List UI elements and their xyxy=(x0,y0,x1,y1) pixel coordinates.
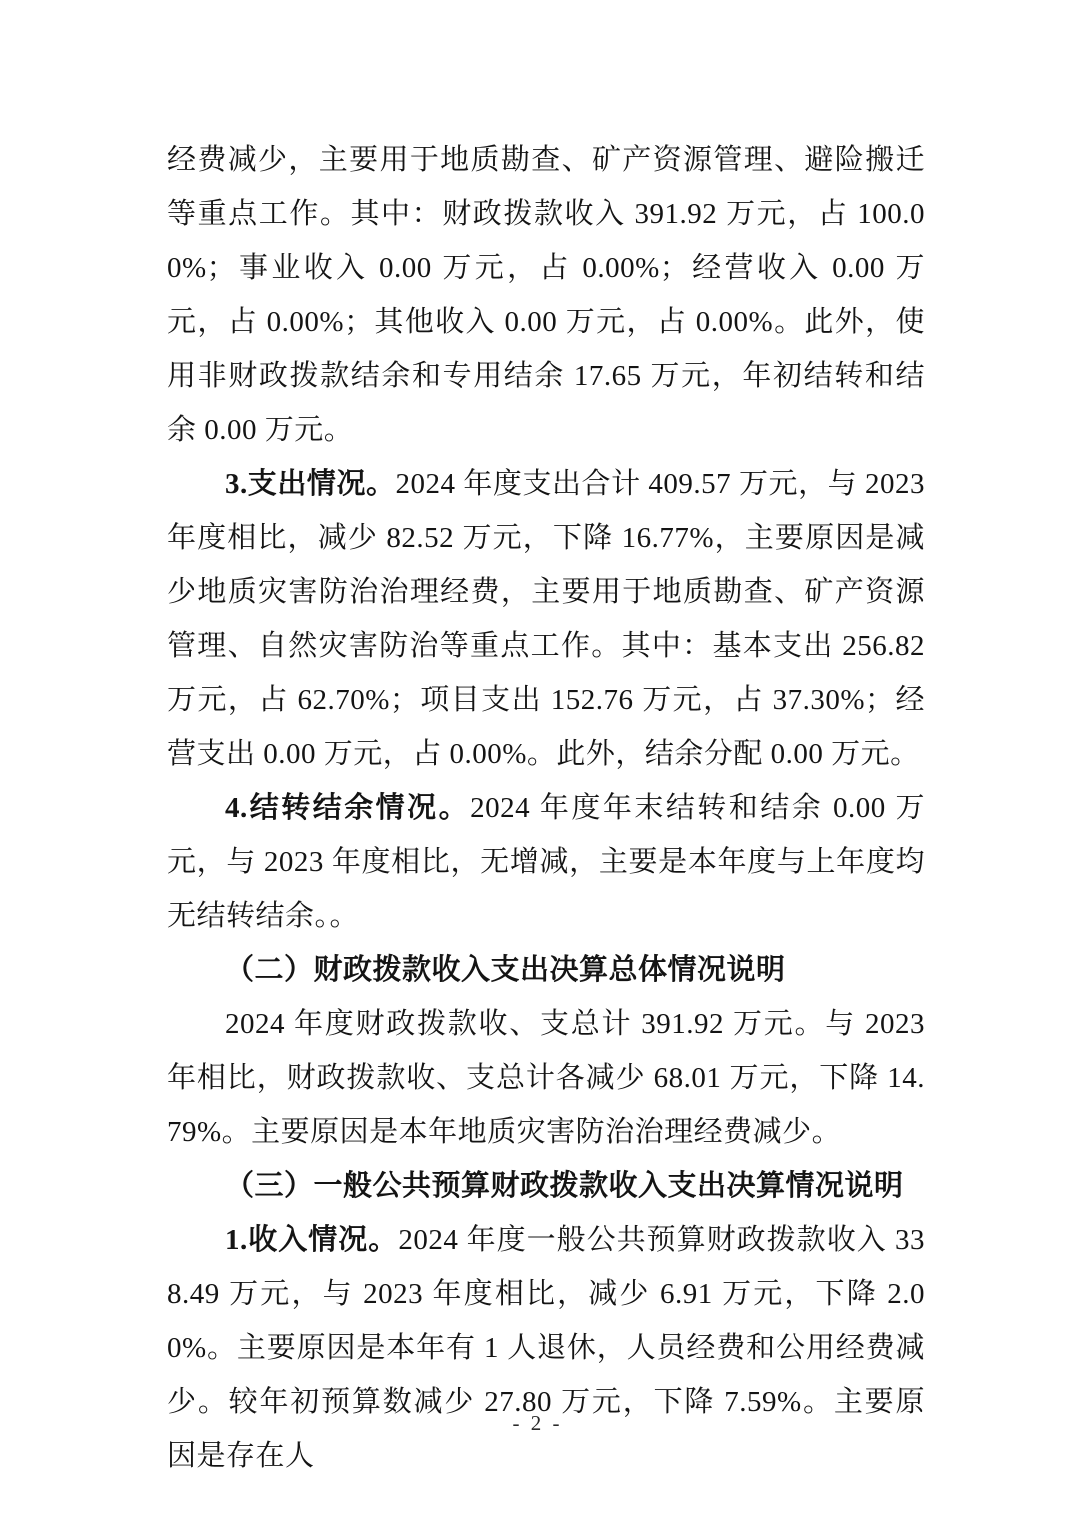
section-heading-text: （二）财政拨款收入支出决算总体情况说明 xyxy=(225,954,786,986)
paragraph-text: 2024 年度年末结转和结余 0.00 万元，与 2023 年度相比，无增减，主要是本年度与上年度均无结转结余。。 xyxy=(167,792,925,932)
paragraph-text: 经费减少，主要用于地质勘查、矿产资源管理、避险搬迁等重点工作。其中：财政拨款收入 391.92 万元，占 100.00%；事业收入 0.00 万元，占 0.00%；经营收入 0.00 万元，占 0.00%；其他收入 0.00 万元，占 0.00%。此外，使用非财政拨款结余和专用结余 17.65 万元，年初结转和结余 0.00 万元。 xyxy=(167,144,925,446)
paragraph-lead: 4.结转结余情况。 xyxy=(225,792,471,824)
paragraph-income xyxy=(167,1213,925,1483)
paragraph-expenditure xyxy=(167,457,925,781)
section-heading-three xyxy=(167,1159,925,1213)
paragraph-carryover xyxy=(167,781,925,943)
paragraph-lead: 3.支出情况。 xyxy=(225,468,396,500)
page-number: - 2 - xyxy=(512,1411,563,1435)
paragraph-text: 2024 年度财政拨款收、支总计 391.92 万元。与 2023 年相比，财政拨款收、支总计各减少 68.01 万元，下降 14.79%。主要原因是本年地质灾害防治治理经费减少。 xyxy=(167,1008,925,1148)
paragraph-text: 2024 年度一般公共预算财政拨款收入 338.49 万元，与 2023 年度相比，减少 6.91 万元，下降 2.00%。主要原因是本年有 1 人退休，人员经费和公用经费减少。较年初预算数减少 27.80 万元，下降 7.59%。主要原因是存在人 xyxy=(167,1224,925,1472)
section-heading-two xyxy=(167,943,925,997)
paragraph-fiscal-appropriation xyxy=(167,997,925,1159)
paragraph-lead: 1.收入情况。 xyxy=(225,1224,399,1256)
section-heading-text: （三）一般公共预算财政拨款收入支出决算情况说明 xyxy=(225,1170,904,1202)
document-body xyxy=(167,133,925,1483)
paragraph-continuation xyxy=(167,133,925,457)
paragraph-text: 2024 年度支出合计 409.57 万元，与 2023 年度相比，减少 82.52 万元，下降 16.77%，主要原因是减少地质灾害防治治理经费，主要用于地质勘查、矿产资源管理、自然灾害防治等重点工作。其中：基本支出 256.82 万元，占 62.70%；项目支出 152.76 万元，占 37.30%；经营支出 0.00 万元，占 0.00%。此外，结余分配 0.00 万元。 xyxy=(167,468,925,770)
